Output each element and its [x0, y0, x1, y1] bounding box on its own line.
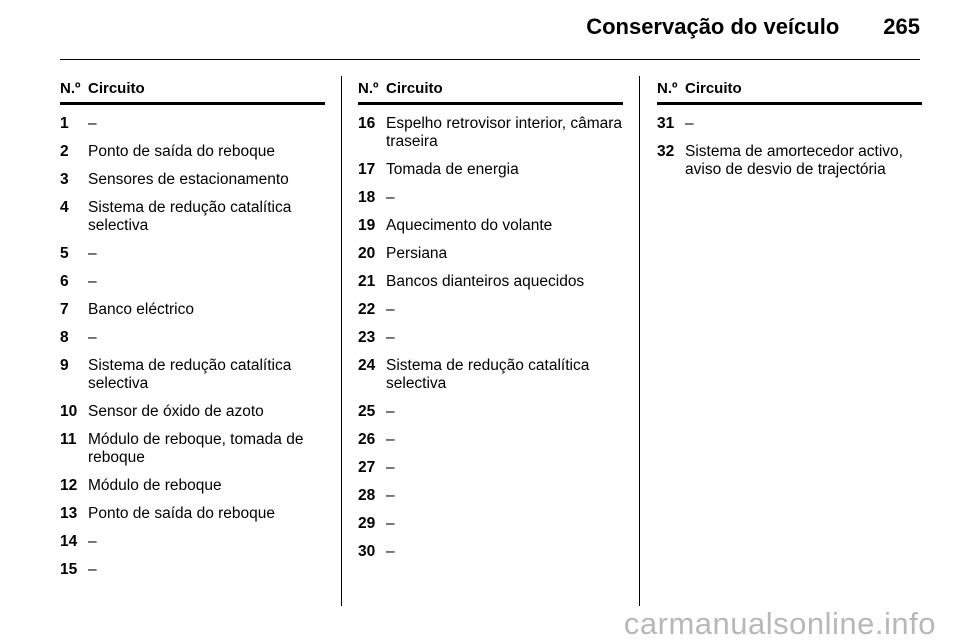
circuit-name: Banco eléctrico	[88, 301, 194, 318]
table-row	[60, 143, 325, 161]
fuse-number: 31	[657, 115, 675, 132]
circuit-name: –	[386, 301, 395, 318]
fuse-number: 22	[358, 301, 376, 318]
table-row	[60, 199, 325, 235]
table-row	[60, 245, 325, 263]
circuit-name: –	[88, 329, 97, 346]
table-row	[60, 329, 325, 347]
circuit-name: Bancos dianteiros aquecidos	[386, 273, 585, 290]
table-row	[358, 403, 623, 421]
fuse-number: 13	[60, 505, 78, 522]
column-divider	[341, 76, 342, 606]
table-row	[358, 543, 623, 561]
circuit-name: –	[386, 189, 395, 206]
table-row	[358, 115, 623, 151]
header-rule	[60, 59, 920, 60]
fuse-rows	[60, 115, 325, 579]
watermark: carmanualsonline.info	[623, 606, 936, 641]
table-row	[358, 301, 623, 319]
fuse-number: 28	[358, 487, 376, 504]
circuit-name: Sistema de redução catalítica selectiva	[88, 199, 292, 234]
table-row	[358, 431, 623, 449]
circuit-name: Tomada de energia	[386, 161, 519, 178]
table-row	[358, 189, 623, 207]
fuse-number: 24	[358, 357, 376, 374]
column-header	[60, 80, 325, 105]
fuse-rows	[657, 115, 922, 179]
table-row	[358, 459, 623, 477]
number-header: N.º	[358, 80, 379, 97]
fuse-number: 19	[358, 217, 376, 234]
page-number: 265	[883, 14, 920, 39]
fuse-number: 14	[60, 533, 78, 550]
fuse-number: 6	[60, 273, 69, 290]
table-row	[60, 561, 325, 579]
table-row	[358, 273, 623, 291]
table-row	[358, 487, 623, 505]
fuse-number: 8	[60, 329, 69, 346]
fuse-number: 29	[358, 515, 376, 532]
fuse-number: 15	[60, 561, 78, 578]
circuit-name: Sistema de redução catalítica selectiva	[88, 357, 292, 392]
circuit-name: –	[88, 115, 97, 132]
number-header: N.º	[60, 80, 81, 97]
fuse-rows	[358, 115, 623, 561]
fuse-number: 4	[60, 199, 69, 216]
circuit-name: –	[88, 561, 97, 578]
circuit-name: Espelho retrovisor interior, câmara traseira	[386, 115, 623, 150]
table-row	[60, 403, 325, 421]
table-row	[358, 515, 623, 533]
column-header	[358, 80, 623, 105]
circuit-name: Sistema de redução catalítica selectiva	[386, 357, 590, 392]
fuse-number: 23	[358, 329, 376, 346]
table-row	[657, 115, 922, 133]
table-row	[358, 245, 623, 263]
circuit-name: –	[685, 115, 694, 132]
circuit-name: Sistema de amortecedor activo, aviso de desvio de trajectória	[685, 143, 903, 178]
circuit-name: Ponto de saída do reboque	[88, 143, 276, 160]
fuse-number: 5	[60, 245, 69, 262]
fuse-number: 10	[60, 403, 78, 420]
table-row	[60, 505, 325, 523]
fuse-number: 3	[60, 171, 69, 188]
fuse-number: 30	[358, 543, 376, 560]
circuit-name: Ponto de saída do reboque	[88, 505, 276, 522]
fuse-number: 26	[358, 431, 376, 448]
circuit-header: Circuito	[386, 80, 443, 97]
fuse-number: 2	[60, 143, 69, 160]
fuse-column-2	[358, 80, 623, 571]
circuit-name: –	[386, 329, 395, 346]
fuse-number: 32	[657, 143, 675, 160]
circuit-name: –	[386, 515, 395, 532]
fuse-number: 20	[358, 245, 376, 262]
page-title: Conservação do veículo	[586, 14, 840, 39]
circuit-name: –	[88, 273, 97, 290]
circuit-name: Módulo de reboque, tomada de reboque	[88, 431, 304, 466]
table-row	[60, 115, 325, 133]
circuit-name: Sensor de óxido de azoto	[88, 403, 264, 420]
column-divider	[639, 76, 640, 606]
circuit-name: –	[386, 487, 395, 504]
circuit-header: Circuito	[88, 80, 145, 97]
circuit-name: –	[386, 543, 395, 560]
fuse-number: 25	[358, 403, 376, 420]
table-row	[60, 273, 325, 291]
fuse-number: 27	[358, 459, 376, 476]
circuit-name: –	[386, 403, 395, 420]
table-row	[657, 143, 922, 179]
fuse-number: 11	[60, 431, 77, 448]
circuit-name: Aquecimento do volante	[386, 217, 553, 234]
table-row	[60, 301, 325, 319]
table-row	[358, 161, 623, 179]
fuse-number: 17	[358, 161, 376, 178]
fuse-number: 21	[358, 273, 376, 290]
circuit-name: –	[386, 459, 395, 476]
fuse-column-1	[60, 80, 325, 589]
table-row	[358, 217, 623, 235]
circuit-name: Persiana	[386, 245, 448, 262]
table-row	[60, 477, 325, 495]
circuit-name: –	[386, 431, 395, 448]
table-row	[60, 357, 325, 393]
fuse-column-3	[657, 80, 922, 189]
table-row	[60, 431, 325, 467]
column-header	[657, 80, 922, 105]
circuit-name: –	[88, 533, 97, 550]
page-header	[586, 14, 920, 40]
table-row	[60, 171, 325, 189]
fuse-number: 12	[60, 477, 78, 494]
fuse-number: 9	[60, 357, 69, 374]
table-row	[358, 357, 623, 393]
fuse-number: 1	[60, 115, 69, 132]
number-header: N.º	[657, 80, 678, 97]
fuse-number: 18	[358, 189, 376, 206]
fuse-number: 7	[60, 301, 69, 318]
fuse-number: 16	[358, 115, 376, 132]
circuit-header: Circuito	[685, 80, 742, 97]
table-row	[60, 533, 325, 551]
circuit-name: Módulo de reboque	[88, 477, 222, 494]
circuit-name: Sensores de estacionamento	[88, 171, 289, 188]
table-row	[358, 329, 623, 347]
circuit-name: –	[88, 245, 97, 262]
